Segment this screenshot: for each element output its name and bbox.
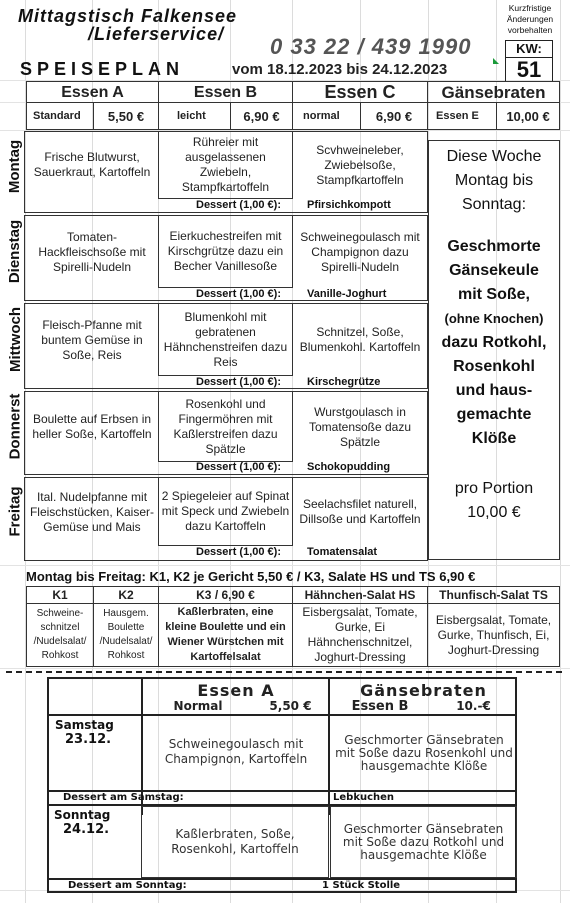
day-label-donnerstag: Donnerst (6, 393, 24, 459)
week-range: vom 18.12.2023 bis 24.12.2023 (232, 61, 448, 78)
hs-text: Eisbergsalat, Tomate, Gurke, Ei Hähnchenschnitzel, Joghurt-Dressing (292, 603, 428, 667)
mittwoch-dessert-label: Dessert (1,00 €): (196, 376, 281, 388)
montag-essen-a: Frische Blutwurst, Sauerkraut, Kartoffeln (33, 150, 151, 179)
menu-e-price: 10,00 € (496, 102, 560, 130)
donnerstag-essen-c: Wurstgoulasch in Tomatensoße dazu Spätzle (308, 404, 412, 449)
sunday-date: 24.12. (63, 822, 110, 837)
weekend-a-type: Normal (173, 699, 223, 713)
k3-text: Kaßlerbraten, eine kleine Boulette und ein Wiener Würstchen mit Kartoffelsalat (158, 603, 293, 667)
k2-head: K2 (93, 586, 159, 604)
sunday-label: Sonntag (54, 808, 111, 822)
dienstag-essen-c: Schweinegoulasch mit Champignon dazu Spirelli-Nudeln (300, 229, 420, 274)
special-dish-3: mit Soße, (457, 286, 530, 303)
weekend-e-price: 10.-€ (456, 699, 491, 713)
special-line-1: Diese Woche (446, 148, 542, 165)
montag-dessert: Pfirsichkompott (307, 199, 391, 211)
special-dish-4: (ohne Knochen) (444, 311, 544, 326)
k2-text: Hausgem. Boulette /Nudelsalat/ Rohkost (93, 603, 159, 667)
hs-head: Hähnchen-Salat HS (292, 586, 428, 604)
calendar-week-box (505, 40, 553, 82)
menu-a-type: Standard (26, 102, 94, 130)
k1-head: K1 (26, 586, 94, 604)
title-line-1: Mittagstisch Falkensee (18, 6, 238, 26)
freitag-essen-c: Seelachsfilet naturell, Dillsoße und Kartoffeln (299, 497, 421, 526)
mittwoch-essen-a: Fleisch-Pfanne mit buntem Gemüse in Soße, Reis (41, 317, 143, 362)
day-label-mittwoch: Mittwoch (6, 306, 24, 372)
special-price: 10,00 € (467, 504, 521, 521)
kw-number: 51 (516, 57, 542, 82)
special-dish-7: und haus- (455, 382, 533, 399)
menu-b-price: 6,90 € (230, 102, 293, 130)
dienstag-dessert: Vanille-Joghurt (307, 288, 387, 300)
sunday-dessert: 1 Stück Stolle (322, 880, 401, 891)
montag-essen-b: Rühreier mit ausgelassenen Zwiebeln, Stampfkartoffeln (158, 131, 293, 199)
cell-comment-marker-icon (493, 58, 499, 64)
donnerstag-essen-b: Rosenkohl und Fingermöhren mit Kaßlerstreifen dazu Spätzle (158, 391, 293, 462)
freitag-essen-b: 2 Spiegeleier auf Spinat mit Speck und Zwiebeln dazu Kartoffeln (158, 477, 293, 546)
weekend-e-type: Essen B (351, 699, 409, 714)
menu-a-price: 5,50 € (93, 102, 159, 130)
plan-title: SPEISEPLAN (20, 59, 185, 79)
sunday-dessert-label: Dessert am Sonntag: (68, 880, 187, 891)
saturday-dessert-label: Dessert am Samstag: (63, 792, 184, 803)
saturday-essen-e: Geschmorter Gänsebraten mit Soße dazu Rosenkohl und hausgemachte Klöße (335, 732, 513, 773)
menu-c-price: 6,90 € (360, 102, 428, 130)
donnerstag-dessert-label: Dessert (1,00 €): (196, 461, 281, 473)
day-label-montag: Montag (6, 139, 24, 193)
special-dish-6: Rosenkohl (453, 358, 535, 375)
title-line-2: /Lieferservice/ (88, 24, 225, 44)
donnerstag-essen-a: Boulette auf Erbsen in heller Soße, Kartoffeln (32, 412, 152, 441)
dienstag-essen-a: Tomaten-Hackfleischsoße mit Spirelli-Nudeln (38, 229, 146, 274)
special-line-3: Sonntag: (461, 196, 527, 213)
day-label-dienstag: Dienstag (6, 219, 24, 283)
special-dish-9: Klöße (471, 430, 517, 447)
special-dish-5: dazu Rotkohl, (441, 334, 547, 351)
menu-b-title: Essen B (158, 81, 293, 103)
special-dish-8: gemachte (456, 406, 532, 423)
k3-head: K3 / 6,90 € (158, 586, 293, 604)
menu-c-title: Essen C (292, 81, 428, 103)
mittwoch-dessert: Kirschegrütze (307, 376, 381, 388)
menu-e-type: Essen E (427, 102, 497, 130)
special-line-2: Montag bis (454, 172, 534, 189)
montag-dessert-label: Dessert (1,00 €): (196, 199, 281, 211)
freitag-dessert: Tomatensalat (307, 546, 378, 558)
saturday-label: Samstag (55, 718, 114, 732)
dienstag-dessert-label: Dessert (1,00 €): (196, 288, 281, 300)
saturday-date: 23.12. (65, 732, 112, 747)
freitag-dessert-label: Dessert (1,00 €): (196, 546, 281, 558)
saturday-essen-a: Schweinegoulasch mit Champignon, Kartoffeln (164, 737, 308, 766)
changes-note: Kurzfristige Änderungen vorbehalten (506, 3, 554, 35)
ts-text: Eisbergsalat, Tomate, Gurke, Thunfisch, Ei, Joghurt-Dressing (427, 603, 560, 667)
menu-a-title: Essen A (26, 81, 159, 103)
donnerstag-dessert: Schokopudding (307, 461, 391, 473)
special-portion: pro Portion (454, 480, 534, 497)
saturday-dessert: Lebkuchen (333, 792, 395, 803)
special-dish-2: Gänsekeule (449, 262, 539, 279)
special-dish-1: Geschmorte (447, 238, 541, 255)
menu-c-type: normal (292, 102, 361, 130)
goose-special-box (428, 140, 560, 560)
sunday-essen-a: Kaßlerbraten, Soße, Rosenkohl, Kartoffeln (141, 806, 329, 878)
weekday-extras-title: Montag bis Freitag: K1, K2 je Gericht 5,50 € / K3, Salate HS und TS 6,90 € (26, 569, 476, 584)
ts-head: Thunfisch-Salat TS (427, 586, 560, 604)
weekend-e-title: Gänsebraten (360, 680, 487, 700)
kw-label: KW: (506, 41, 552, 58)
sunday-essen-e: Geschmorter Gänsebraten mit Soße dazu Rotkohl und hausgemachte Klöße (330, 806, 517, 878)
mittwoch-essen-c: Schnitzel, Soße, Blumenkohl. Kartoffeln (299, 325, 421, 354)
phone-number: 0 33 22 / 439 1990 (270, 34, 472, 59)
k1-text: Schweine-schnitzel /Nudelsalat/ Rohkost (26, 603, 94, 667)
weekend-a-price: 5,50 € (269, 699, 312, 713)
menu-b-type: leicht (158, 102, 231, 130)
weekend-a-title: Essen A (197, 680, 275, 700)
dienstag-essen-b: Eierkuchestreifen mit Kirschgrütze dazu ein Becher Vanillesoße (158, 215, 293, 288)
montag-essen-c: Scvhweineleber, Zwiebelsoße, Stampfkartoffeln (316, 142, 404, 187)
day-label-freitag: Freitag (6, 485, 24, 537)
cut-line (6, 671, 562, 673)
freitag-essen-a: Ital. Nudelpfanne mit Fleischstücken, Kaiser-Gemüse und Mais (29, 489, 155, 534)
menu-e-title: Gänsebraten (427, 81, 560, 103)
mittwoch-essen-b: Blumenkohl mit gebratenen Hähnchenstreifen dazu Reis (158, 303, 293, 376)
